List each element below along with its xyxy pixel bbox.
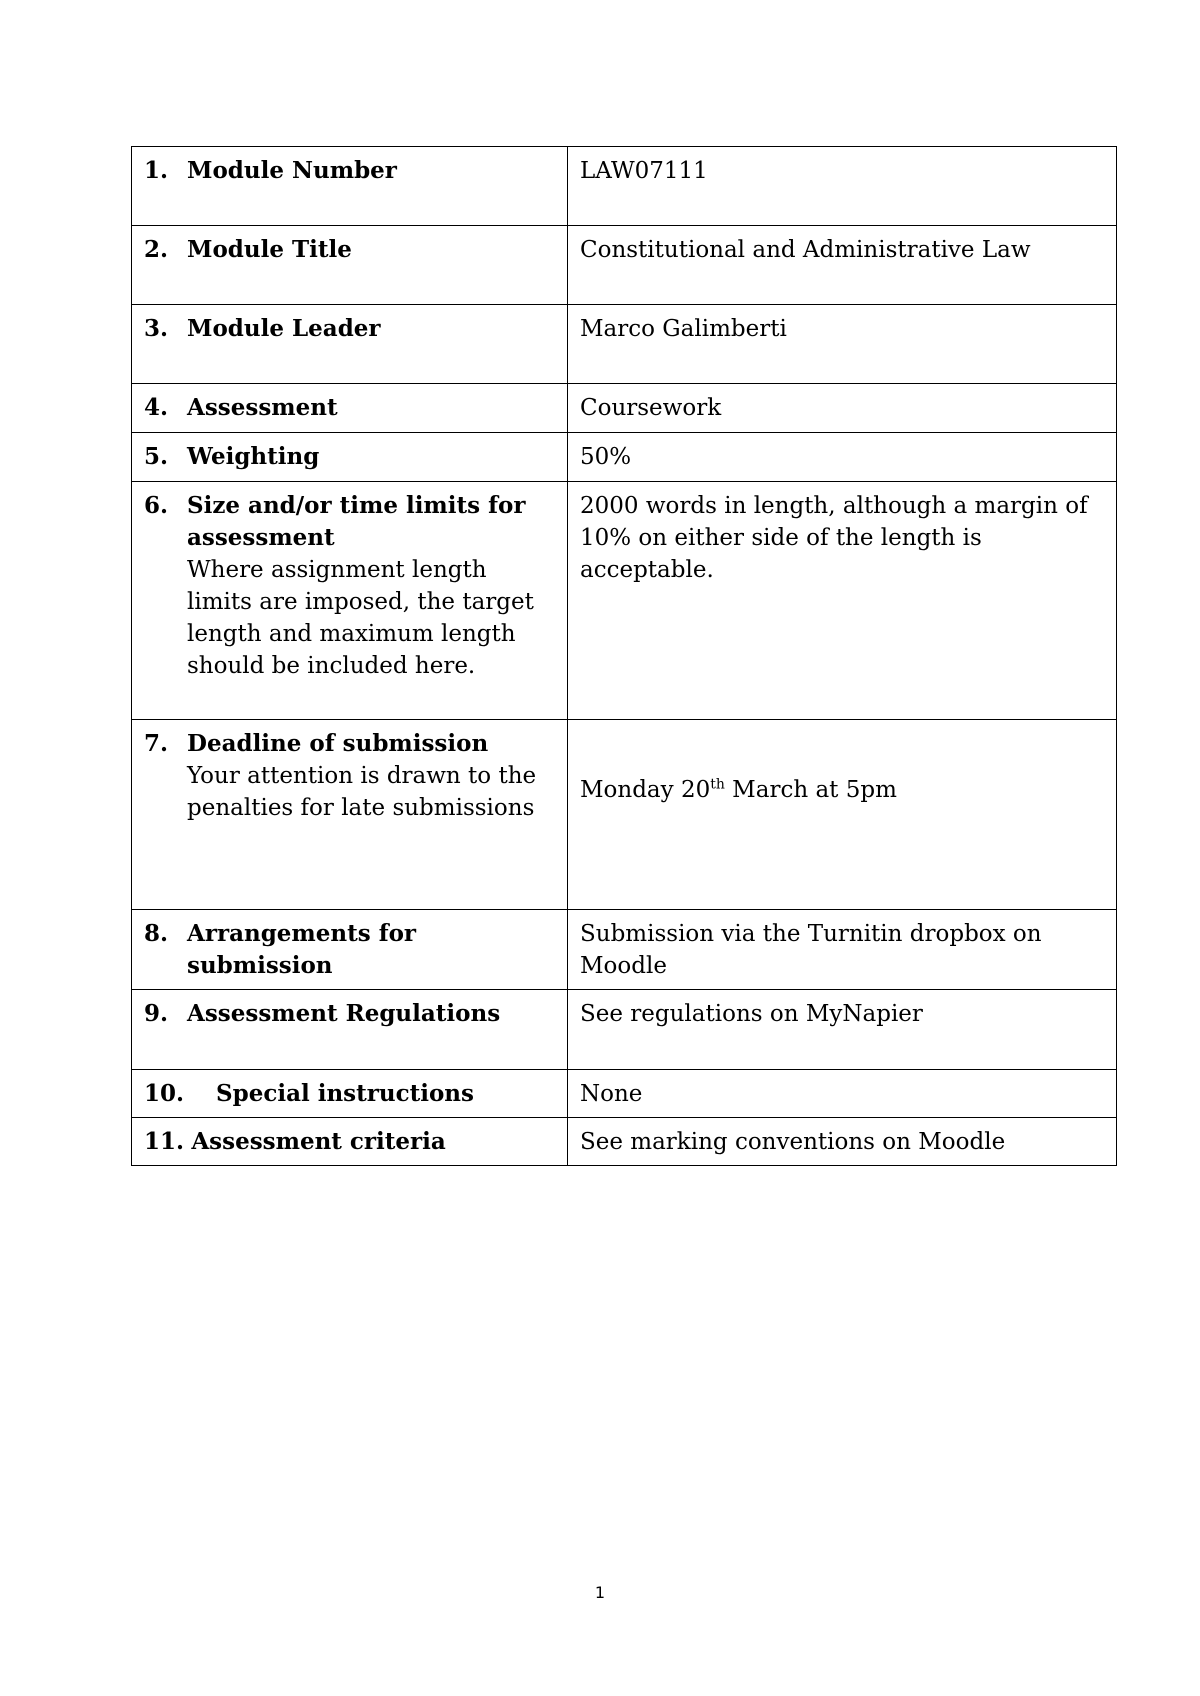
table-row xyxy=(132,720,1117,910)
row-number: 6. xyxy=(144,492,169,519)
row-value: Constitutional and Administrative Law xyxy=(580,237,1031,263)
table-row xyxy=(132,1118,1117,1166)
row-value: None xyxy=(580,1081,643,1107)
row-number: 9. xyxy=(144,1000,169,1027)
row-label: Weighting xyxy=(187,443,320,470)
deadline-ordinal-suffix: th xyxy=(710,776,725,793)
table-row xyxy=(132,482,1117,720)
deadline-date: Monday 20 xyxy=(580,777,711,803)
row-value: Coursework xyxy=(580,395,722,421)
table-row xyxy=(132,990,1117,1070)
table-row xyxy=(132,1070,1117,1118)
row-label: Assessment Regulations xyxy=(187,1000,501,1027)
row-label: Size and/or time limits for assessment xyxy=(187,492,526,551)
table-row xyxy=(132,226,1117,305)
row-number: 1. xyxy=(144,157,169,184)
row-value: Submission via the Turnitin dropbox on Moodle xyxy=(580,921,1042,979)
row-value: See marking conventions on Moodle xyxy=(580,1129,1006,1155)
deadline-value xyxy=(580,728,1106,806)
table-row xyxy=(132,384,1117,433)
row-label-cell xyxy=(132,433,568,482)
row-label: Module Leader xyxy=(187,315,381,342)
row-value-cell xyxy=(568,1118,1117,1166)
row-label-cell xyxy=(132,990,568,1070)
row-value-cell xyxy=(568,433,1117,482)
assessment-details-table xyxy=(131,146,1117,1166)
row-label-cell xyxy=(132,384,568,433)
row-label-cell xyxy=(132,305,568,384)
row-value-cell xyxy=(568,226,1117,305)
row-label-cell xyxy=(132,910,568,990)
row-number: 3. xyxy=(144,315,169,342)
row-value: See regulations on MyNapier xyxy=(580,1001,923,1027)
row-label-cell xyxy=(132,720,568,910)
row-label-cell xyxy=(132,226,568,305)
table-row xyxy=(132,433,1117,482)
row-value-cell xyxy=(568,1070,1117,1118)
row-value: 2000 words in length, although a margin of 10% on either side of the length is acceptable. xyxy=(580,493,1088,583)
row-value: Marco Galimberti xyxy=(580,316,787,342)
row-number: 5. xyxy=(144,443,169,470)
row-label: Module Title xyxy=(187,236,352,263)
row-value-cell xyxy=(568,147,1117,226)
row-value-cell xyxy=(568,482,1117,720)
row-value: LAW07111 xyxy=(580,158,708,184)
row-number: 7. xyxy=(144,730,169,757)
table-row xyxy=(132,305,1117,384)
row-label: Deadline of submission xyxy=(187,730,489,757)
row-number: 4. xyxy=(144,394,169,421)
row-value-cell xyxy=(568,990,1117,1070)
row-label: Assessment xyxy=(187,394,338,421)
row-number: 2. xyxy=(144,236,169,263)
row-label: Assessment criteria xyxy=(191,1128,446,1155)
row-value-cell xyxy=(568,910,1117,990)
page-number: 1 xyxy=(594,1583,606,1602)
row-note: Where assignment length limits are imposed, the target length and maximum length should be included here. xyxy=(187,557,534,679)
row-label-cell xyxy=(132,147,568,226)
row-value: 50% xyxy=(580,444,632,470)
deadline-time: March at 5pm xyxy=(724,777,897,803)
row-label-cell xyxy=(132,1070,568,1118)
row-number: 10. xyxy=(144,1080,185,1107)
row-label: Module Number xyxy=(187,157,397,184)
table-row xyxy=(132,147,1117,226)
row-number: 8. xyxy=(144,920,169,947)
row-number: 11. xyxy=(144,1128,185,1155)
row-label-cell xyxy=(132,1118,568,1166)
row-label: Arrangements for submission xyxy=(187,920,417,979)
row-value-cell xyxy=(568,305,1117,384)
row-note: Your attention is drawn to the penalties for late submissions xyxy=(187,763,537,821)
row-value-cell xyxy=(568,720,1117,910)
row-label-cell xyxy=(132,482,568,720)
row-label: Special instructions xyxy=(216,1080,474,1107)
table-row xyxy=(132,910,1117,990)
row-value-cell xyxy=(568,384,1117,433)
